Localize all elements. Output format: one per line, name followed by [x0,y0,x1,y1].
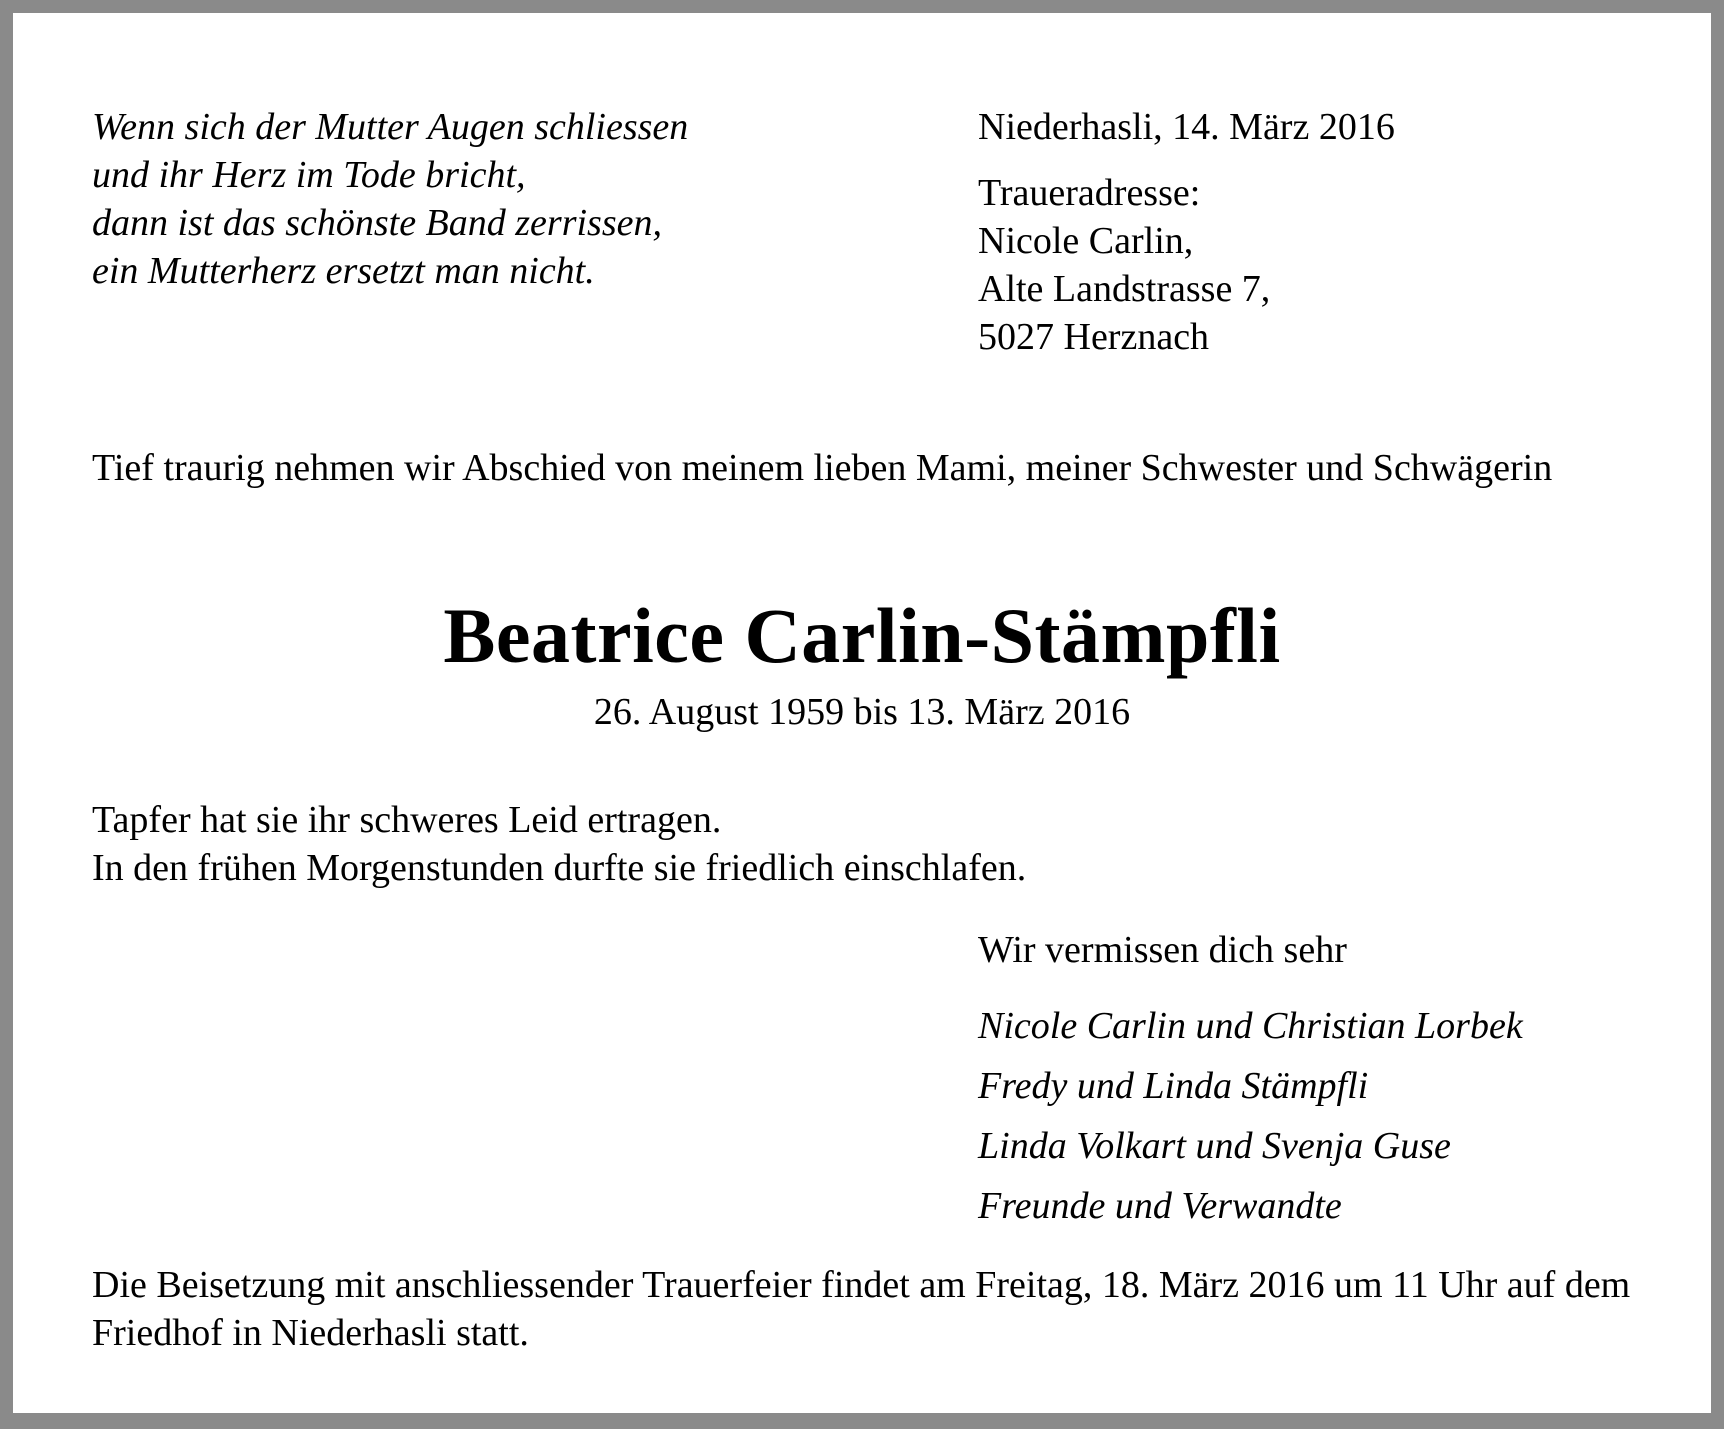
body-text [92,796,1632,892]
body-line: In den frühen Morgenstunden durfte sie friedlich einschlafen. [92,847,1027,889]
poem-line: Wenn sich der Mutter Augen schliessen [92,106,689,148]
address-label: Traueradresse: [978,172,1201,214]
mourning-address [978,169,1698,361]
poem [92,103,912,295]
closing-text: Wir vermissen dich sehr [978,929,1347,971]
life-dates: 26. August 1959 bis 13. März 2016 [593,691,1131,733]
mourner-entry: Freunde und Verwandte [978,1185,1342,1227]
mourner-entry: Fredy und Linda Stämpfli [978,1065,1369,1107]
poem-line: ein Mutterherz ersetzt man nicht. [92,250,595,292]
poem-line: und ihr Herz im Tode bricht, [92,154,526,196]
deceased-name: Beatrice Carlin-Stämpfli [443,592,1281,679]
mourners-list [978,996,1698,1236]
body-line: Tapfer hat sie ihr schweres Leid ertragen. [92,799,722,841]
address-name: Nicole Carlin, [978,220,1194,262]
address-city: 5027 Herznach [978,316,1210,358]
mourner-entry: Linda Volkart und Svenja Guse [978,1125,1451,1167]
poem-line: dann ist das schönste Band zerrissen, [92,202,662,244]
obituary-page [13,13,1711,1413]
place-date: Niederhasli, 14. März 2016 [978,106,1395,148]
address-street: Alte Landstrasse 7, [978,268,1271,310]
funeral-notice: Die Beisetzung mit anschliessender Trauerfeier findet am Freitag, 18. März 2016 um 11 Uhr auf dem Friedhof in Niederhasli statt. [92,1264,1631,1354]
mourner-entry: Nicole Carlin und Christian Lorbek [978,1005,1523,1047]
intro-text: Tief traurig nehmen wir Abschied von meinem lieben Mami, meiner Schwester und Schwägerin [92,447,1553,489]
